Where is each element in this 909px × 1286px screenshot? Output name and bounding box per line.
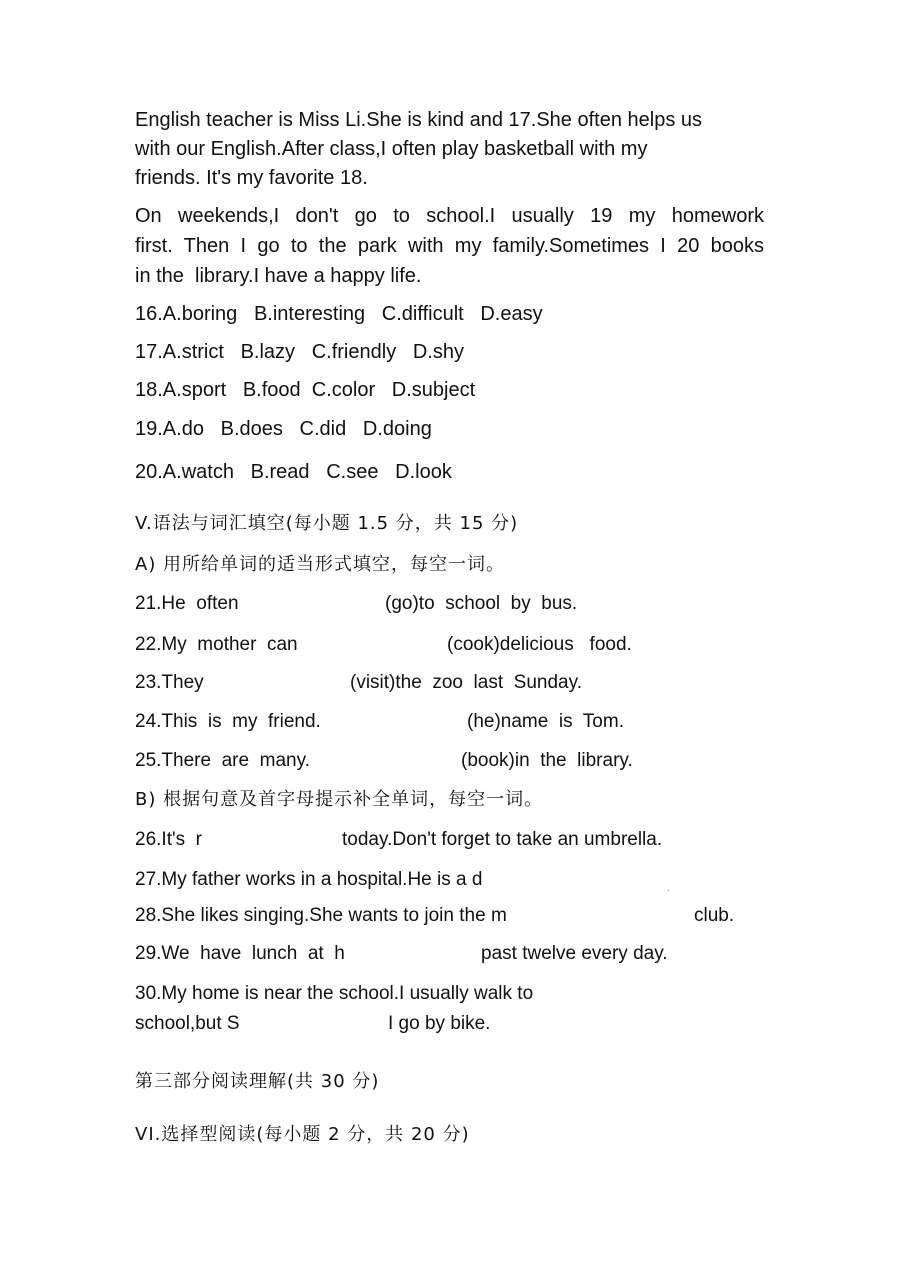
word-hint: (he)name is Tom. — [467, 711, 624, 732]
section-title: V.语法与词汇填空(每小题 1.5 分，共 15 分) — [135, 513, 519, 534]
question-text: 28.She likes singing.She wants to join the m — [135, 905, 507, 926]
question-rest: past twelve every day. — [481, 943, 668, 964]
option-row-20: 20.A.watch B.read C.see D.look — [135, 461, 452, 483]
word-hint: (book)in the library. — [461, 750, 633, 771]
passage-line: On weekends,I don't go to school.I usually 19 my homework — [135, 205, 764, 227]
passage-line: friends. It's my favorite 18. — [135, 167, 368, 189]
passage-line: in the library.I have a happy life. — [135, 265, 422, 287]
word-hint: (cook)delicious food. — [447, 634, 632, 655]
section-six-title: VI.选择型阅读(每小题 2 分，共 20 分) — [135, 1124, 470, 1145]
question-text: 29.We have lunch at h — [135, 943, 345, 964]
option-row-18: 18.A.sport B.food C.color D.subject — [135, 379, 476, 401]
question-text: 27.My father works in a hospital.He is a d — [135, 869, 483, 890]
question-text: 26.It's r — [135, 829, 202, 850]
question-text: school,but S — [135, 1013, 240, 1034]
word-hint: (visit)the zoo last Sunday. — [350, 672, 582, 693]
option-row-17: 17.A.strict B.lazy C.friendly D.shy — [135, 341, 464, 363]
question-text: 21.He often — [135, 593, 239, 614]
word-hint: (go)to school by bus. — [385, 593, 578, 614]
question-rest: I go by bike. — [388, 1013, 491, 1034]
question-text: 30.My home is near the school.I usually walk to — [135, 983, 534, 1004]
stray-mark: . — [667, 883, 670, 894]
option-row-16: 16.A.boring B.interesting C.difficult D.easy — [135, 303, 543, 325]
option-row-19: 19.A.do B.does C.did D.doing — [135, 418, 432, 440]
question-rest: club. — [694, 905, 735, 926]
part-three-title: 第三部分阅读理解(共 30 分) — [135, 1071, 380, 1092]
question-text: 24.This is my friend. — [135, 711, 321, 732]
question-text: 23.They — [135, 672, 204, 693]
passage-line: with our English.After class,I often play basketball with my — [135, 138, 648, 160]
passage-line: first. Then I go to the park with my family.Sometimes I 20 books — [135, 235, 764, 257]
passage-line: English teacher is Miss Li.She is kind and 17.She often helps us — [135, 109, 702, 131]
question-text: 22.My mother can — [135, 634, 298, 655]
part-a-instructions: A) 用所给单词的适当形式填空，每空一词。 — [135, 554, 506, 575]
question-rest: today.Don't forget to take an umbrella. — [342, 829, 663, 850]
part-b-instructions: B) 根据句意及首字母提示补全单词，每空一词。 — [135, 789, 544, 810]
question-text: 25.There are many. — [135, 750, 310, 771]
